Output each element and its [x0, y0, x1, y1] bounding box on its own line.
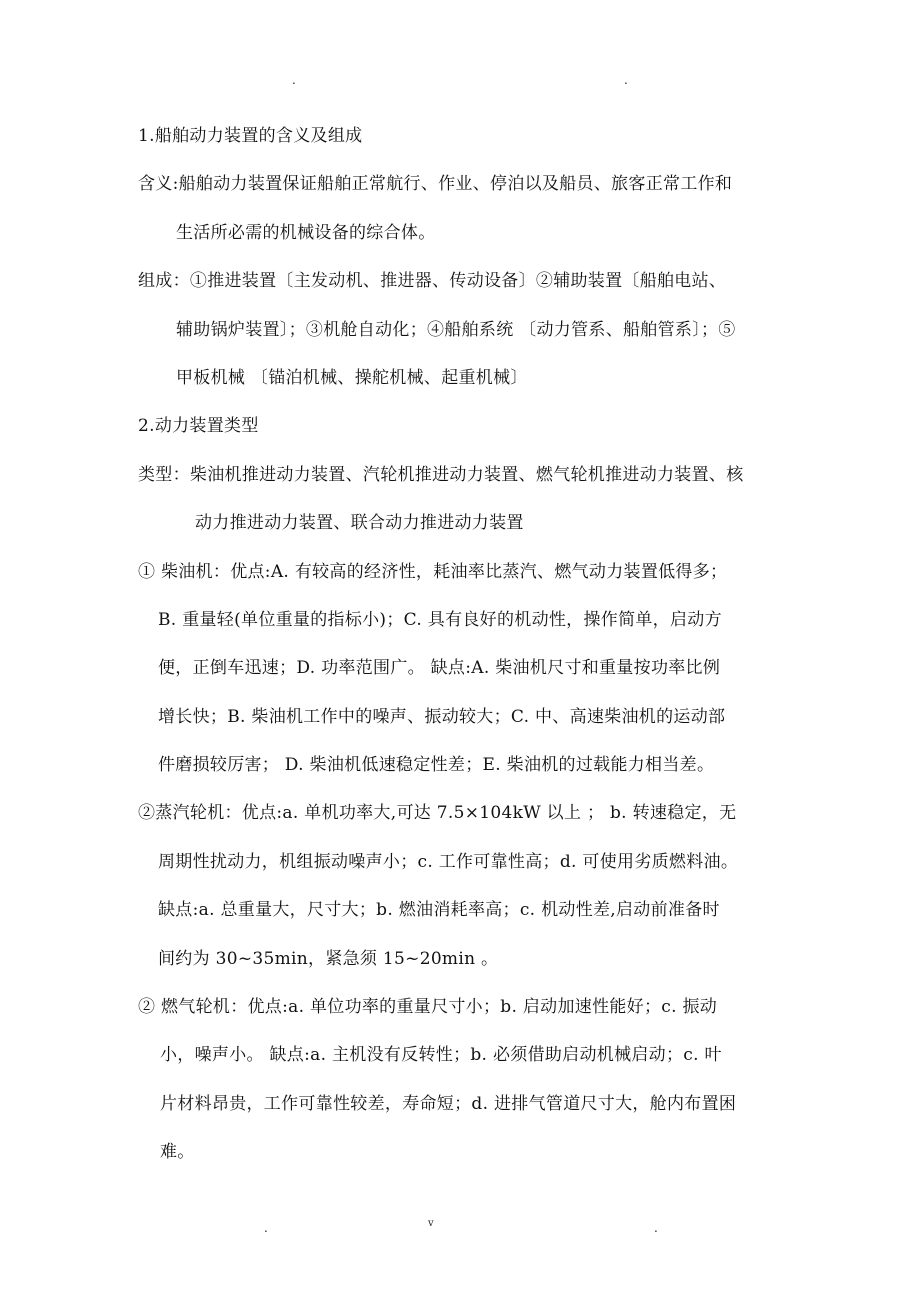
steam-turbine-line: 间约为 30~35min，紧急须 15~20min 。 [158, 948, 499, 969]
header-mark-right: . [624, 73, 628, 87]
document-body [138, 112, 788, 1177]
section-heading-1: 1.船舶动力装置的含义及组成 [138, 126, 363, 146]
gas-turbine-line: 难。 [160, 1142, 195, 1163]
footer-mark-center: v [428, 1218, 434, 1229]
types-line: 动力推进动力装置、联合动力推进动力装置 [195, 513, 524, 534]
diesel-line: 增长快；B. 柴油机工作中的噪声、振动较大；C. 中、高速柴油机的运动部 [158, 706, 726, 727]
footer-mark-left: . [264, 1221, 268, 1235]
section-heading-2: 2.动力装置类型 [138, 416, 259, 437]
composition-line: 组成：①推进装置〔主发动机、推进器、传动设备〕②辅助装置〔船舶电站、 [138, 271, 727, 292]
footer-mark-right: . [654, 1221, 658, 1235]
diesel-line: B. 重量轻(单位重量的指标小)；C. 具有良好的机动性，操作简单，启动方 [158, 609, 722, 630]
gas-turbine-line: 片材料昂贵，工作可靠性较差，寿命短；d. 进排气管道尺寸大，舱内布置困 [160, 1093, 737, 1114]
composition-line: 甲板机械 〔锚泊机械、操舵机械、起重机械〕 [176, 367, 528, 388]
diesel-line: ① 柴油机：优点:A. 有较高的经济性，耗油率比蒸汽、燃气动力装置低得多； [138, 561, 728, 582]
gas-turbine-line: ② 燃气轮机：优点:a. 单位功率的重量尺寸小；b. 启动加速性能好；c. 振动 [138, 997, 718, 1018]
diesel-line: 便，正倒车迅速；D. 功率范围广。 缺点:A. 柴油机尺寸和重量按功率比例 [158, 658, 721, 679]
gas-turbine-line: 小，噪声小。 缺点:a. 主机没有反转性；b. 必须借助启动机械启动；c. 叶 [160, 1045, 722, 1066]
header-mark-left: . [292, 73, 296, 87]
composition-line: 辅助锅炉装置〕；③机舱自动化；④船舶系统 〔动力管系、船舶管系〕；⑤ [176, 319, 736, 340]
definition-line: 生活所必需的机械设备的综合体。 [176, 222, 436, 243]
steam-turbine-line: 周期性扰动力，机组振动噪声小；c. 工作可靠性高；d. 可使用劣质燃料油。 [158, 851, 739, 872]
types-line: 类型：柴油机推进动力装置、汽轮机推进动力装置、燃气轮机推进动力装置、核 [138, 464, 744, 485]
steam-turbine-line: 缺点:a. 总重量大，尺寸大；b. 燃油消耗率高；c. 机动性差,启动前准备时 [158, 900, 720, 921]
definition-line: 含义:船舶动力装置保证船舶正常航行、作业、停泊以及船员、旅客正常工作和 [138, 174, 733, 195]
steam-turbine-line: ②蒸汽轮机：优点:a. 单机功率大,可达 7.5×104kW 以上 ； b. 转速稳定，无 [138, 803, 737, 824]
diesel-line: 件磨损较厉害； D. 柴油机低速稳定性差；E. 柴油机的过载能力相当差。 [158, 755, 715, 776]
